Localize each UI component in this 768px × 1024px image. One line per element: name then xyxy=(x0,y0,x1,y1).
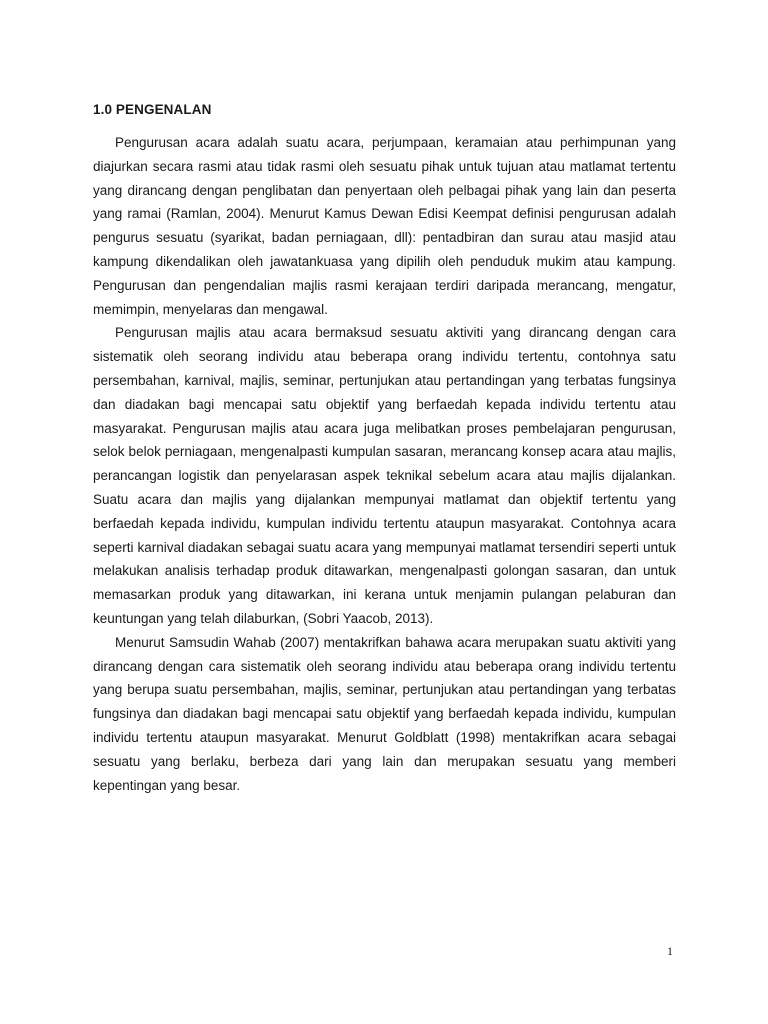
document-body xyxy=(93,131,676,797)
paragraph-1: Pengurusan acara adalah suatu acara, perjumpaan, keramaian atau perhimpunan yang diajurkan secara rasmi atau tidak rasmi oleh sesuatu pihak untuk tujuan atau matlamat tertentu yang dirancang dengan penglibatan dan penyertaan oleh pelbagai pihak yang lain dan peserta yang ramai (Ramlan, 2004). Menurut Kamus Dewan Edisi Keempat definisi pengurusan adalah pengurus sesuatu (syarikat, badan perniagaan, dll): pentadbiran dan surau atau masjid atau kampung dikendalikan oleh jawatankuasa yang dipilih oleh penduduk mukim atau kampung. Pengurusan dan pengendalian majlis rasmi kerajaan terdiri daripada merancang, mengatur, memimpin, menyelaras dan mengawal. xyxy=(93,135,676,317)
paragraph-2: Pengurusan majlis atau acara bermaksud sesuatu aktiviti yang dirancang dengan cara sistematik oleh seorang individu atau beberapa orang individu tertentu, contohnya satu persembahan, karnival, majlis, seminar, pertunjukan atau pertandingan yang terbatas fungsinya dan diadakan bagi mencapai satu objektif yang berfaedah kepada individu tertentu atau masyarakat. Pengurusan majlis atau acara juga melibatkan proses pembelajaran pengurusan, selok belok perniagaan, mengenalpasti kumpulan sasaran, merancang konsep acara atau majlis, perancangan logistik dan penyelarasan aspek teknikal sebelum acara atau majlis dijalankan. Suatu acara dan majlis yang dijalankan mempunyai matlamat dan objektif tertentu yang berfaedah kepada individu, kumpulan individu tertentu ataupun masyarakat. Contohnya acara seperti karnival diadakan sebagai suatu acara yang mempunyai matlamat tersendiri seperti untuk melakukan analisis terhadap produk ditawarkan, mengenalpasti golongan sasaran, dan untuk memasarkan produk yang ditawarkan, ini kerana untuk menjamin pulangan pelaburan dan keuntungan yang telah dilaburkan, (Sobri Yaacob, 2013). xyxy=(93,325,676,626)
section-heading: 1.0 PENGENALAN xyxy=(93,102,212,117)
page-number: 1 xyxy=(667,944,673,958)
paragraph-3: Menurut Samsudin Wahab (2007) mentakrifkan bahawa acara merupakan suatu aktiviti yang dirancang dengan cara sistematik oleh seorang individu atau beberapa orang individu tertentu yang berupa suatu persembahan, majlis, seminar, pertunjukan atau pertandingan yang terbatas fungsinya dan diadakan bagi mencapai satu objektif yang berfaedah kepada individu, kumpulan individu tertentu ataupun masyarakat. Menurut Goldblatt (1998) mentakrifkan acara sebagai sesuatu yang berlaku, berbeza dari yang lain dan merupakan sesuatu yang memberi kepentingan yang besar. xyxy=(93,634,676,793)
